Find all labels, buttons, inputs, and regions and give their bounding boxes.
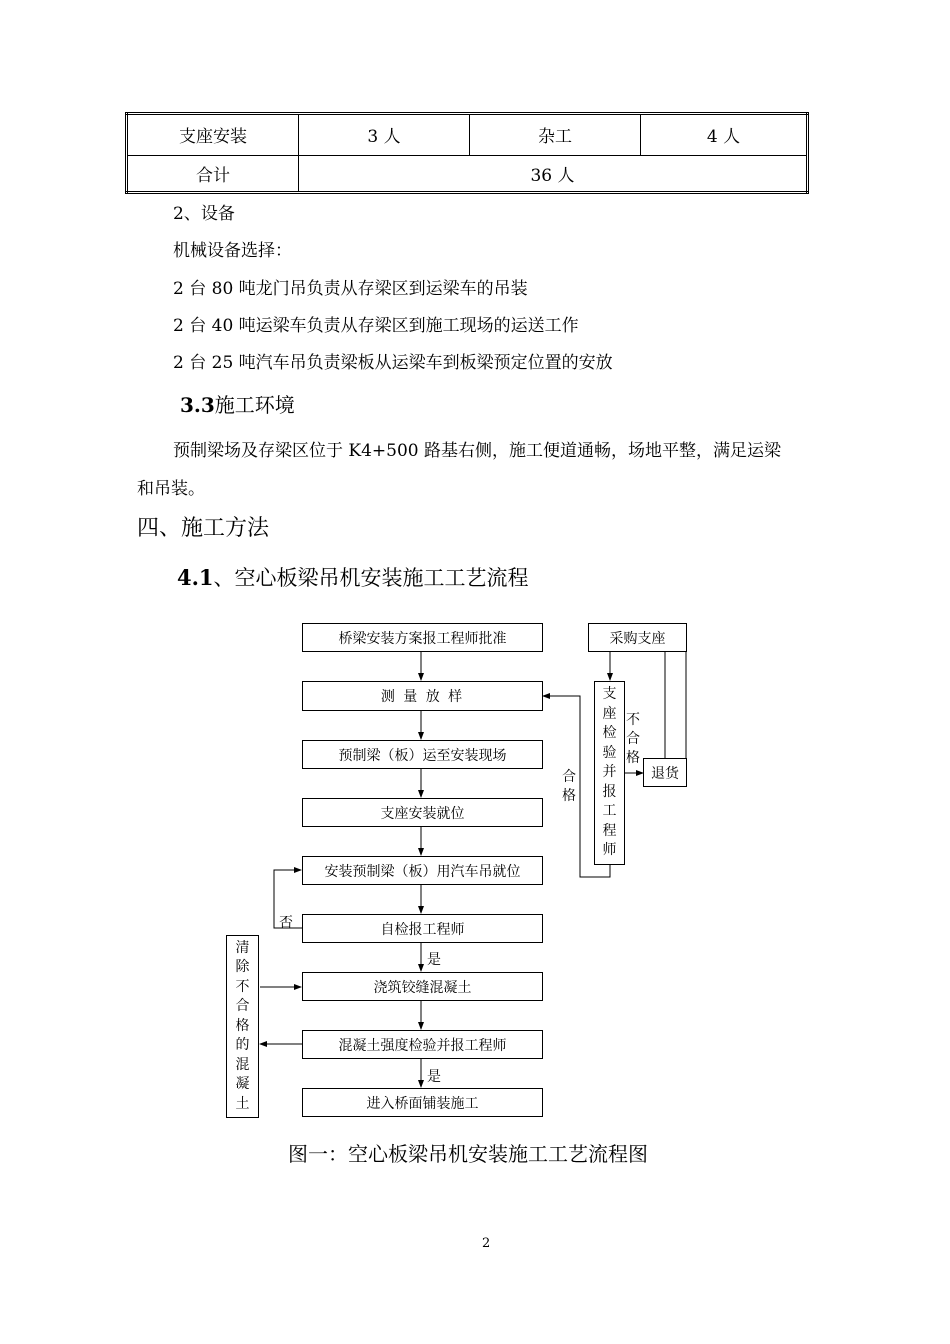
- table-cell: 支座安装: [127, 114, 299, 156]
- section-number: 4.1: [177, 565, 214, 590]
- equipment-intro: 机械设备选择：: [173, 241, 292, 261]
- flow-bearing-inspection-text: 支座检验并报工程师: [602, 686, 617, 859]
- label-yes: 是: [427, 1069, 441, 1085]
- flow-step-pour-concrete: 浇筑铰缝混凝土: [302, 972, 543, 1001]
- flow-purchase-bearing: 采购支座: [588, 623, 687, 652]
- flow-clear-unqualified-text: 清除不合格的混凝土: [235, 939, 250, 1112]
- flow-step-self-check: 自检报工程师: [302, 914, 543, 943]
- flow-step-crane-install: 安装预制梁（板）用汽车吊就位: [302, 856, 543, 885]
- section-4-heading: 四、施工方法: [137, 516, 270, 541]
- equipment-heading: 2、设备: [173, 204, 235, 224]
- table-cell: 4 人: [641, 114, 808, 156]
- table-cell: 合计: [127, 155, 299, 192]
- section-title: 施工环境: [214, 393, 295, 417]
- table-cell: 3 人: [299, 114, 470, 156]
- flow-step-deck-paving: 进入桥面铺装施工: [302, 1088, 543, 1117]
- figure-caption: 图一：空心板梁吊机安装施工工艺流程图: [288, 1142, 648, 1166]
- section-3-3-body-line1: 预制梁场及存梁区位于 K4+500 路基右侧，施工便道通畅，场地平整，满足运梁: [173, 441, 782, 461]
- flow-step-approval: 桥梁安装方案报工程师批准: [302, 623, 543, 652]
- flow-clear-unqualified: [226, 935, 259, 1118]
- equipment-item: 2 台 25 吨汽车吊负责梁板从运梁车到板梁预定位置的安放: [173, 353, 613, 373]
- flow-step-survey: 测 量 放 样: [302, 681, 543, 711]
- section-title: 、空心板梁吊机安装施工工艺流程: [213, 566, 529, 590]
- label-yes: 是: [427, 952, 441, 968]
- label-no: 否: [279, 915, 293, 931]
- table-cell: 杂工: [470, 114, 641, 156]
- section-number: 3.3: [180, 393, 215, 417]
- equipment-item: 2 台 80 吨龙门吊负责从存梁区到运梁车的吊装: [173, 279, 528, 299]
- table-cell: 36 人: [299, 155, 808, 192]
- label-qualified: 合格: [562, 769, 576, 804]
- label-unqualified: 不合格: [626, 712, 640, 766]
- page-number: 2: [482, 1236, 491, 1251]
- flow-step-bearing-install: 支座安装就位: [302, 798, 543, 827]
- flow-return-goods: 退货: [643, 758, 687, 787]
- equipment-item: 2 台 40 吨运梁车负责从存梁区到施工现场的运送工作: [173, 316, 579, 336]
- section-3-3-body-line2: 和吊装。: [137, 479, 205, 499]
- flow-step-transport: 预制梁（板）运至安装现场: [302, 740, 543, 769]
- flow-bearing-inspection: [594, 681, 625, 865]
- flow-step-strength-test: 混凝土强度检验并报工程师: [302, 1030, 543, 1059]
